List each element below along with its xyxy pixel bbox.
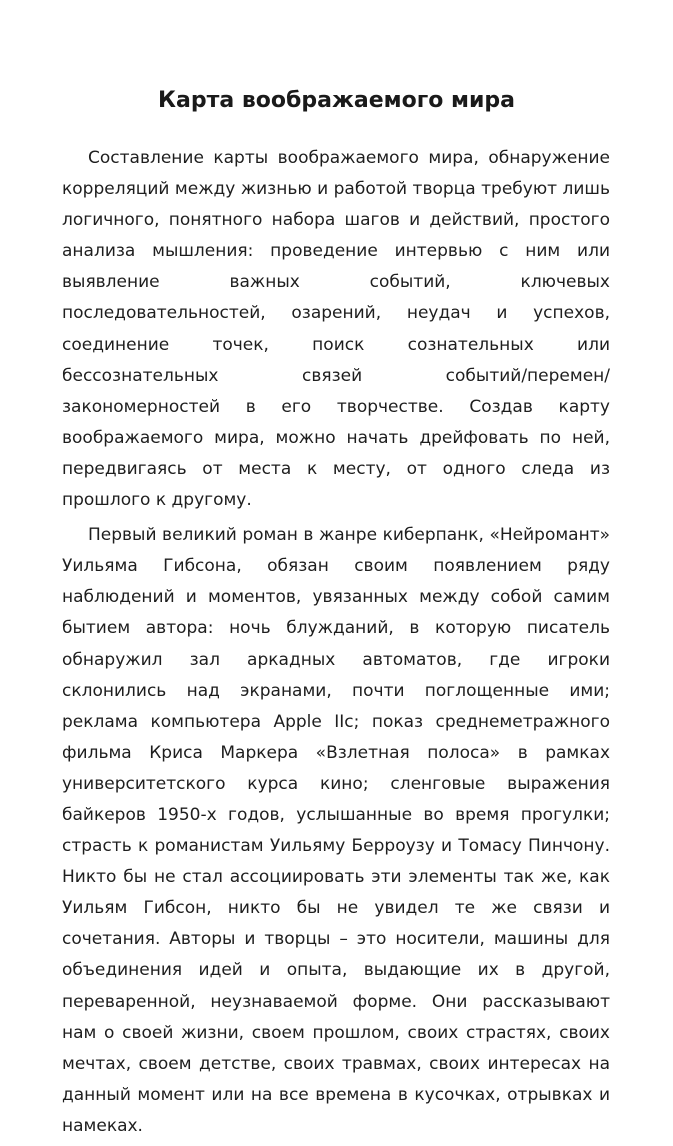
page-title: Карта воображаемого мира (158, 88, 515, 113)
paragraph-1: Составление карты воображаемого мира, обнаружение корреляций между жизнью и работой творца требуют лишь логичного, понятного набора шагов и действий, простого анализа мышления: проведение интервью с ним или выявление важных событий, ключевых последовательностей, озарений, неудач и успехов, соединение точек, поиск сознательных или бессознательных связей событий/перемен/ закономерностей в его творчестве. Создав карту воображаемого мира, можно начать дрейфовать по ней, передвигаясь от места к месту, от одного следа из прошлого к другому. (62, 148, 610, 511)
paragraph-2: Первый великий роман в жанре киберпанк, «Нейромант» Уильяма Гибсона, обязан своим появлением ряду наблюдений и моментов, увязанных между собой самим бытием автора: ночь блужданий, в которую писатель обнаружил зал аркадных автоматов, где игроки склонились над экранами, почти поглощенные ими; реклама компьютера Apple IIc; показ среднеметражного фильма Криса Маркера «Взлетная полоса» в рамках университетского курса кино; сленговые выражения байкеров 1950-х годов, услышанные во время прогулки; страсть к романистам Уильяму Берроузу и Томасу Пинчону. Никто бы не стал ассоциировать эти элементы так же, как Уильям Гибсон, никто бы не увидел те же связи и сочетания. Авторы и творцы – это носители, машины для объединения идей и опыта, выдающие их в другой, переваренной, неузнаваемой форме. Они рассказывают нам о своей жизни, своем прошлом, своих страстях, своих мечтах, своем детстве, своих травмах, своих интересах на данный момент или на все времена в кусочках, отрывках и намеках. (62, 525, 610, 1136)
body-text (62, 143, 610, 1146)
